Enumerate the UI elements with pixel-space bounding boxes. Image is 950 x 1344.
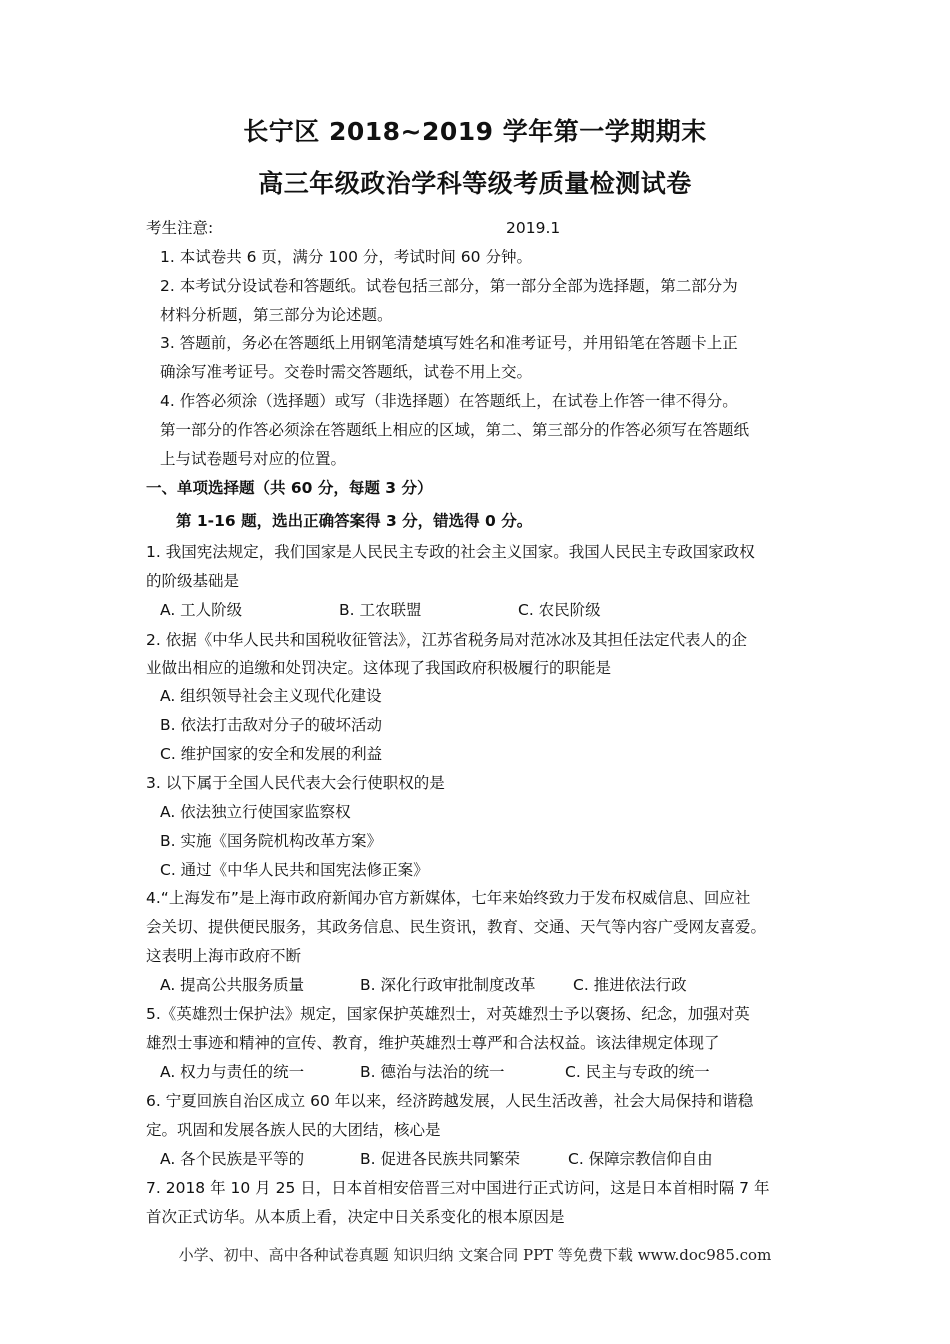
question-3-line1: 3. 以下属于全国人民代表大会行使职权的是 — [146, 774, 445, 792]
question-4-line1: 4.“上海发布”是上海市政府新闻办官方新媒体，七年来始终致力于发布权威信息、回应社 — [146, 889, 751, 907]
q1-option-b: B. 工农联盟 — [339, 601, 422, 619]
q6-option-b: B. 促进各民族共同繁荣 — [360, 1150, 520, 1168]
notice-item-3a: 3. 答题前，务必在答题纸上用钢笔清楚填写姓名和准考证号，并用铅笔在答题卡上正 — [160, 334, 738, 352]
section-subheading: 第 1-16 题，选出正确答案得 3 分，错选得 0 分。 — [176, 512, 533, 530]
q1-option-c: C. 农民阶级 — [518, 601, 601, 619]
q5-option-b: B. 德治与法治的统一 — [360, 1063, 505, 1081]
q1-option-a: A. 工人阶级 — [160, 601, 243, 619]
q5-option-c: C. 民主与专政的统一 — [565, 1063, 710, 1081]
notice-label: 考生注意: — [146, 219, 214, 237]
question-1-line2: 的阶级基础是 — [146, 572, 240, 590]
question-6-line1: 6. 宁夏回族自治区成立 60 年以来，经济跨越发展，人民生活改善，社会大局保持和谐稳 — [146, 1092, 754, 1110]
footer-ad: 小学、初中、高中各种试卷真题 知识归纳 文案合同 PPT 等免费下载 www.doc985.com — [178, 1246, 772, 1264]
q3-option-a: A. 依法独立行使国家监察权 — [160, 803, 351, 821]
notice-item-4b: 第一部分的作答必须涂在答题纸上相应的区域，第二、第三部分的作答必须写在答题纸 — [160, 421, 750, 439]
question-7-line1: 7. 2018 年 10 月 25 日，日本首相安倍晋三对中国进行正式访问，这是日本首相时隔 7 年 — [146, 1179, 770, 1197]
q3-option-b: B. 实施《国务院机构改革方案》 — [160, 832, 382, 850]
notice-item-2b: 材料分析题，第三部分为论述题。 — [160, 306, 393, 324]
question-7-line2: 首次正式访华。从本质上看，决定中日关系变化的根本原因是 — [146, 1208, 565, 1226]
q4-option-c: C. 推进依法行政 — [573, 976, 687, 994]
question-2-line2: 业做出相应的追缴和处罚决定。这体现了我国政府积极履行的职能是 — [146, 659, 612, 677]
question-5-line2: 雄烈士事迹和精神的宣传、教育，维护英雄烈士尊严和合法权益。该法律规定体现了 — [146, 1034, 720, 1052]
q6-option-a: A. 各个民族是平等的 — [160, 1150, 305, 1168]
q2-option-b: B. 依法打击敌对分子的破坏活动 — [160, 716, 382, 734]
notice-item-1: 1. 本试卷共 6 页，满分 100 分，考试时间 60 分钟。 — [160, 248, 532, 266]
q2-option-c: C. 维护国家的安全和发展的利益 — [160, 745, 383, 763]
question-6-line2: 定。巩固和发展各族人民的大团结，核心是 — [146, 1121, 441, 1139]
notice-item-4a: 4. 作答必须涂（选择题）或写（非选择题）在答题纸上，在试卷上作答一律不得分。 — [160, 392, 738, 410]
question-4-line2: 会关切、提供便民服务，其政务信息、民生资讯，教育、交通、天气等内容广受网友喜爱。 — [146, 918, 767, 936]
question-2-line1: 2. 依据《中华人民共和国税收征管法》，江苏省税务局对范冰冰及其担任法定代表人的企 — [146, 631, 747, 649]
section-heading: 一、单项选择题（共 60 分，每题 3 分） — [146, 479, 433, 497]
q6-option-c: C. 保障宗教信仰自由 — [568, 1150, 713, 1168]
notice-item-3b: 确涂写准考证号。交卷时需交答题纸，试卷不用上交。 — [160, 363, 533, 381]
q5-option-a: A. 权力与责任的统一 — [160, 1063, 305, 1081]
exam-title-line1: 长宁区 2018~2019 学年第一学期期末 — [243, 117, 707, 146]
notice-item-2a: 2. 本考试分设试卷和答题纸。试卷包括三部分，第一部分全部为选择题，第二部分为 — [160, 277, 738, 295]
question-1-line1: 1. 我国宪法规定，我们国家是人民民主专政的社会主义国家。我国人民民主专政国家政权 — [146, 543, 755, 561]
exam-date: 2019.1 — [506, 219, 561, 237]
q4-option-a: A. 提高公共服务质量 — [160, 976, 305, 994]
question-4-line3: 这表明上海市政府不断 — [146, 947, 302, 965]
q3-option-c: C. 通过《中华人民共和国宪法修正案》 — [160, 861, 429, 879]
exam-title-line2: 高三年级政治学科等级考质量检测试卷 — [258, 169, 692, 198]
q4-option-b: B. 深化行政审批制度改革 — [360, 976, 536, 994]
question-5-line1: 5.《英雄烈士保护法》规定，国家保护英雄烈士，对英雄烈士予以褒扬、纪念，加强对英 — [146, 1005, 750, 1023]
q2-option-a: A. 组织领导社会主义现代化建设 — [160, 687, 382, 705]
notice-item-4c: 上与试卷题号对应的位置。 — [160, 450, 347, 468]
